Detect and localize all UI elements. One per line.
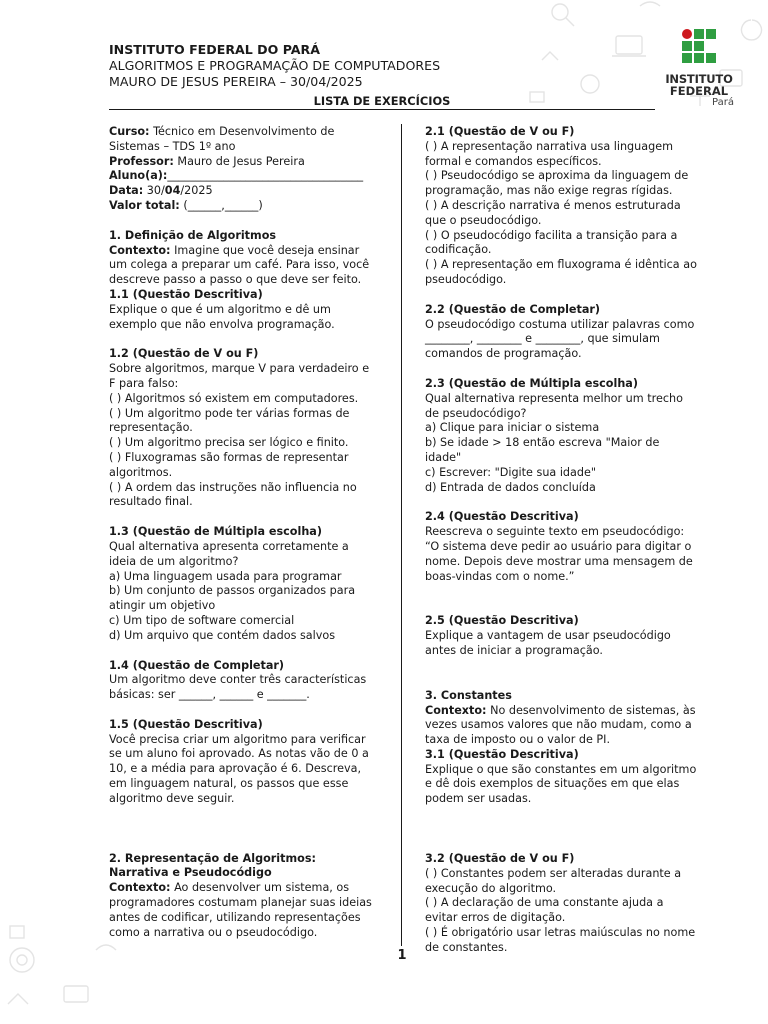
question-2-1-title: 2.1 (Questão de V ou F) bbox=[425, 125, 575, 138]
question-1-3-title: 1.3 (Questão de Múltipla escolha) bbox=[109, 525, 322, 539]
question-2-4-intro: Reescreva o seguinte texto em pseudocódigo: bbox=[425, 525, 685, 539]
right-column bbox=[425, 125, 697, 956]
question-3-1-text: Explique o que são constantes em um algoritmo e dê dois exemplos de situações em que elas podem ser usadas. bbox=[425, 762, 697, 806]
list-item: ( ) Um algoritmo pode ter várias formas de representação. bbox=[109, 406, 350, 435]
question-3-1-title: 3.1 (Questão Descritiva) bbox=[425, 747, 579, 761]
list-item: ( ) A descrição narrativa é menos estruturada que o pseudocódigo. bbox=[425, 198, 681, 227]
list-item: ( ) A ordem das instruções não influencia no resultado final. bbox=[109, 480, 357, 509]
logo-red-dot bbox=[682, 29, 692, 39]
list-item: b) Um conjunto de passos organizados para atingir um objetivo bbox=[109, 584, 356, 613]
section-2-context: Contexto: Ao desenvolver um sistema, os programadores costumam planejar suas ideias antes de codificar, utilizando representações como a narrativa ou o pseudocódigo. bbox=[109, 881, 372, 939]
document-header bbox=[109, 42, 669, 90]
section-1-context: Contexto: Imagine que você deseja ensinar um colega a preparar um café. Para isso, você descreve passo a passo o que deve ser feito. bbox=[109, 243, 370, 287]
column-divider bbox=[401, 124, 402, 946]
question-1-1-text: Explique o que é um algoritmo e dê um exemplo que não envolva programação. bbox=[109, 302, 335, 331]
question-2-3-title: 2.3 (Questão de Múltipla escolha) bbox=[425, 376, 638, 390]
curso-line: Curso: Técnico em Desenvolvimento de Sistemas – TDS 1º ano bbox=[109, 125, 335, 153]
list-item: ( ) Pseudocódigo se aproxima da linguagem de programação, mas não exige regras rígidas. bbox=[425, 169, 689, 198]
professor-line: Professor: Mauro de Jesus Pereira bbox=[109, 154, 305, 168]
question-3-2-title: 3.2 (Questão de V ou F) bbox=[425, 852, 575, 866]
question-2-2-title: 2.2 (Questão de Completar) bbox=[425, 302, 601, 316]
logo-text-federal: FEDERAL bbox=[669, 84, 729, 98]
question-1-2-title: 1.2 (Questão de V ou F) bbox=[109, 347, 259, 361]
section-2-title: 2. Representação de Algoritmos: Narrativa e Pseudocódigo bbox=[109, 851, 316, 880]
list-item: c) Um tipo de software comercial bbox=[109, 613, 295, 627]
question-2-2-text: O pseudocódigo costuma utilizar palavras como ________, ________ e ________, que simulam comandos de programação. bbox=[425, 317, 695, 361]
question-1-5-text: Você precisa criar um algoritmo para verificar se um aluno foi aprovado. As notas vão de 0 a 10, e a média para aprovação é 6. Descreva, em linguagem natural, os passos que esse algoritmo deve seguir. bbox=[109, 732, 369, 805]
list-item: ( ) Fluxogramas são formas de representar algoritmos. bbox=[109, 450, 349, 479]
question-1-1-title: 1.1 (Questão Descritiva) bbox=[109, 287, 263, 301]
list-item: b) Se idade > 18 então escreva "Maior de idade" bbox=[425, 436, 660, 464]
section-1-title: 1. Definição de Algoritmos bbox=[109, 228, 277, 242]
list-item: ( ) O pseudocódigo facilita a transição para a codificação. bbox=[425, 228, 678, 257]
valor-total-line: Valor total: (______,______) bbox=[109, 198, 263, 212]
question-1-4-title: 1.4 (Questão de Completar) bbox=[109, 658, 285, 672]
question-2-5-title: 2.5 (Questão Descritiva) bbox=[425, 614, 579, 628]
data-line: Data: 30/04/2025 bbox=[109, 184, 213, 198]
institution-name: INSTITUTO FEDERAL DO PARÁ bbox=[109, 42, 320, 57]
section-3-title: 3. Constantes bbox=[425, 688, 512, 702]
list-item: ( ) Algoritmos só existem em computadores. bbox=[109, 391, 359, 405]
course-title: ALGORITMOS E PROGRAMAÇÃO DE COMPUTADORES bbox=[109, 58, 441, 73]
institute-logo bbox=[664, 29, 744, 111]
logo-text-instituto: INSTITUTO bbox=[665, 72, 733, 86]
author-date: MAURO DE JESUS PEREIRA – 30/04/2025 bbox=[109, 74, 363, 89]
question-2-4-quote: “O sistema deve pedir ao usuário para digitar o nome. Depois deve mostrar uma mensagem de boas-vindas com o nome.” bbox=[425, 539, 693, 583]
question-1-5-title: 1.5 (Questão Descritiva) bbox=[109, 717, 263, 731]
page-number: 1 bbox=[397, 948, 407, 963]
list-item: ( ) Um algoritmo precisa ser lógico e finito. bbox=[109, 436, 349, 450]
list-item: ( ) A declaração de uma constante ajuda a evitar erros de digitação. bbox=[425, 896, 664, 925]
list-item: a) Clique para iniciar o sistema bbox=[425, 421, 600, 435]
section-3-context: Contexto: No desenvolvimento de sistemas, às vezes usamos valores que não mudam, como a taxa de imposto ou o valor de PI. bbox=[425, 703, 696, 747]
list-item: a) Uma linguagem usada para programar bbox=[109, 569, 342, 583]
list-title: LISTA DE EXERCÍCIOS bbox=[109, 94, 655, 110]
aluno-line: Aluno(a):___________________________________ bbox=[109, 169, 364, 183]
list-item: ( ) A representação em fluxograma é idêntica ao pseudocódigo. bbox=[425, 258, 697, 286]
list-item: ( ) Constantes podem ser alteradas durante a execução do algoritmo. bbox=[425, 866, 682, 895]
question-1-3-intro: Qual alternativa apresenta corretamente a ideia de um algoritmo? bbox=[109, 539, 349, 568]
question-2-4-title: 2.4 (Questão Descritiva) bbox=[425, 510, 579, 524]
logo-text-para: Pará bbox=[712, 97, 734, 108]
list-item: d) Entrada de dados concluída bbox=[425, 480, 596, 494]
list-item: ( ) A representação narrativa usa linguagem formal e comandos específicos. bbox=[425, 139, 673, 168]
list-item: d) Um arquivo que contém dados salvos bbox=[109, 628, 336, 642]
list-item: c) Escrever: "Digite sua idade" bbox=[425, 465, 597, 479]
question-1-2-intro: Sobre algoritmos, marque V para verdadeiro e F para falso: bbox=[109, 362, 370, 390]
question-2-5-text: Explique a vantagem de usar pseudocódigo antes de iniciar a programação. bbox=[425, 629, 671, 657]
list-item: ( ) É obrigatório usar letras maiúsculas no nome de constantes. bbox=[425, 926, 696, 954]
question-2-3-intro: Qual alternativa representa melhor um trecho de pseudocódigo? bbox=[425, 391, 683, 420]
left-column bbox=[109, 125, 377, 940]
question-1-4-text: Um algoritmo deve conter três características básicas: ser ______, ______ e _______. bbox=[109, 673, 367, 702]
logo-squares-icon bbox=[682, 29, 718, 74]
